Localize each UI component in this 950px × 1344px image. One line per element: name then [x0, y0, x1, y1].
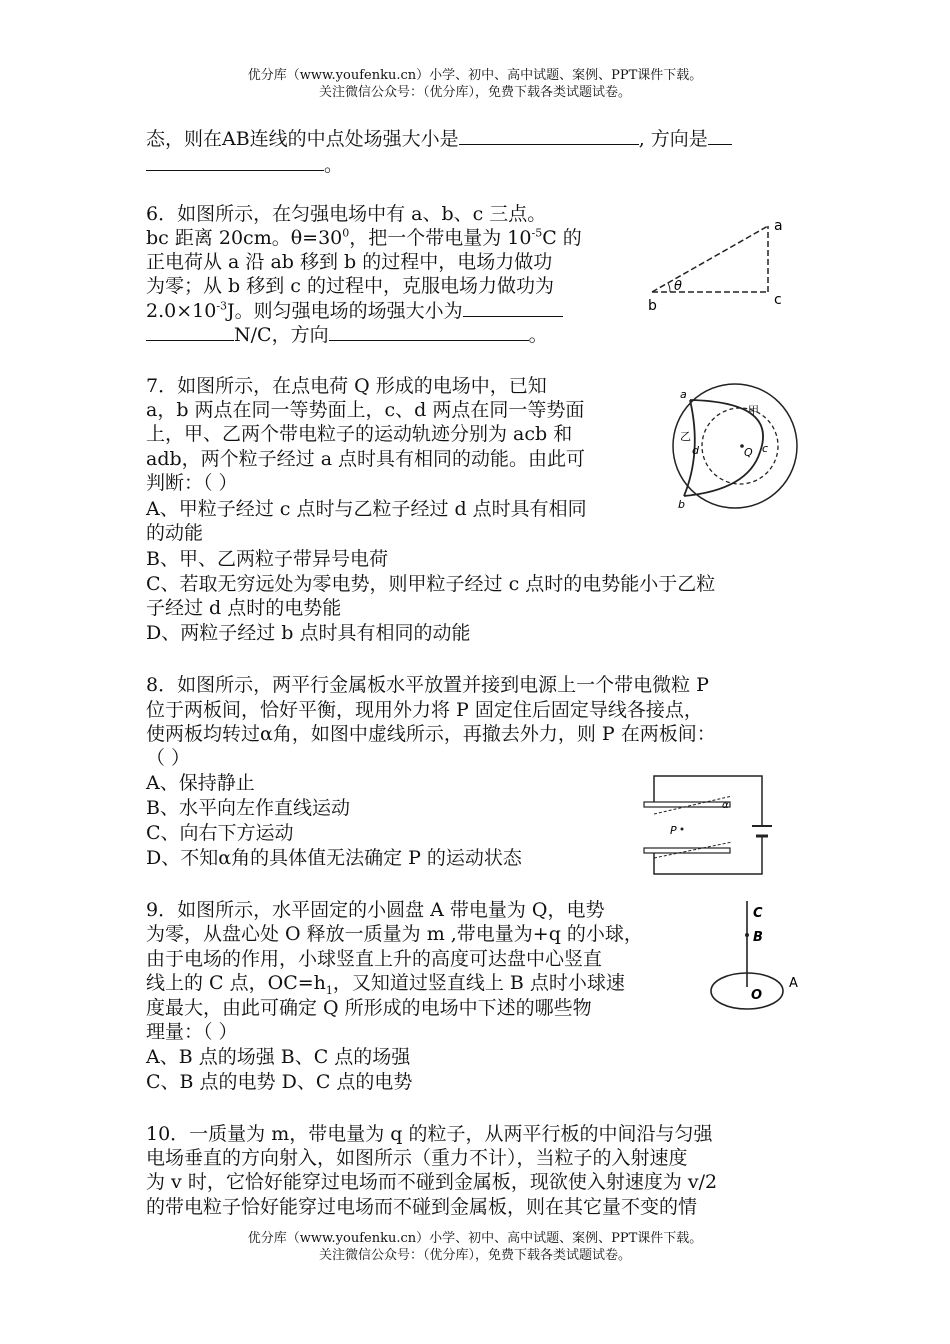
q9-line-3: 由于电场的作用，小球竖直上升的高度可达盘中心竖直	[146, 948, 603, 970]
page-header	[0, 67, 950, 101]
q7-line-3: 上，甲、乙两个带电粒子的运动轨迹分别为 acb 和	[146, 423, 573, 445]
q7-line-5: 判断：（ ）	[146, 472, 238, 494]
q6-line-4: 为零；从 b 移到 c 的过程中，克服电场力做功为	[146, 275, 554, 297]
q7-option-a-1: A、甲粒子经过 c 点时与乙粒子经过 d 点时具有相同	[146, 498, 587, 520]
q10-line-1: 10．一质量为 m，带电量为 q 的粒子，从两平行板的中间沿与匀强	[146, 1123, 713, 1145]
q10-line-2: 电场垂直的方向射入，如图所示（重力不计），当粒子的入射速度	[146, 1147, 688, 1169]
q6-triangle-figure	[640, 212, 810, 322]
q6-l5b: J。则匀强电场的场强大小为	[227, 300, 463, 322]
q7-option-d: D、两粒子经过 b 点时具有相同的动能	[146, 622, 471, 644]
q6-blank-direction	[329, 322, 529, 341]
q9-point-b	[745, 933, 749, 937]
q5-text-b: , 方向是	[638, 128, 708, 150]
q7-option-c-1: C、若取无穷远处为零电势，则甲粒子经过 c 点时的电势能小于乙粒	[146, 573, 716, 595]
q5-blank-magnitude	[459, 126, 639, 145]
q8-option-d: D、不知α角的具体值无法确定 P 的运动状态	[146, 847, 522, 869]
footer-line-1: 优分库（www.youfenku.cn）小学、初中、高中试题、案例、PPT课件下载。	[247, 1231, 703, 1246]
q5-line-2	[146, 152, 343, 177]
q9-l4-sub: 1	[325, 983, 333, 997]
q6-ab-line	[652, 226, 768, 292]
q8-label-p: P	[670, 824, 677, 837]
q8-option-c: C、向右下方运动	[146, 822, 294, 844]
q5-end: 。	[324, 154, 344, 176]
q9-line-1: 9．如图所示，水平固定的小圆盘 A 带电量为 Q，电势	[146, 899, 605, 921]
q6-blank-field-a	[463, 298, 563, 317]
q9-l4a: 线上的 C 点，OC=h	[146, 972, 326, 994]
q6-l6a: N/C，方向	[234, 324, 329, 346]
q9-label-a: A	[789, 976, 798, 991]
q6-l5-sup: -3	[216, 299, 228, 313]
q7-option-c-2: 子经过 d 点时的电势能	[146, 597, 342, 619]
q7-label-a: a	[680, 388, 687, 401]
q5-line-1	[146, 126, 732, 151]
q7-option-b: B、甲、乙两粒子带异号电荷	[146, 548, 388, 570]
q5-blank-direction-start	[708, 126, 732, 145]
q8-top-plate	[644, 802, 730, 807]
q7-option-a-2: 的动能	[146, 522, 204, 544]
q8-wire-top	[654, 776, 762, 826]
q6-l2b: ，把一个带电量为 10	[349, 227, 532, 249]
q7-line-1: 7．如图所示，在点电荷 Q 形成的电场中，已知	[146, 375, 547, 397]
q9-options-2: C、B 点的电势 D、C 点的电势	[146, 1071, 413, 1093]
q6-line-6	[146, 322, 548, 347]
q8-option-b: B、水平向左作直线运动	[146, 797, 350, 819]
q7-label-yi: 乙	[680, 430, 691, 443]
q8-bottom-plate	[644, 848, 730, 853]
q9-l4b: ，又知道过竖直线上 B 点时小球速	[332, 972, 625, 994]
q6-line-2	[146, 226, 582, 250]
q6-l2c: C 的	[542, 227, 582, 249]
header-line-2: 关注微信公众号：（优分库），免费下载各类试题试卷。	[318, 85, 631, 100]
q9-line-6: 理量：（ ）	[146, 1021, 238, 1043]
q7-equipotential-figure	[660, 380, 810, 515]
q5-text-a: 态，则在AB连线的中点处场强大小是	[146, 128, 459, 150]
q6-l2-sup: 0	[342, 226, 350, 240]
q7-line-2: a，b 两点在同一等势面上，c、d 两点在同一等势面	[146, 399, 585, 421]
q10-line-4: 的带电粒子恰好能穿过电场而不碰到金属板，则在其它量不变的情	[146, 1196, 698, 1218]
q6-label-c: c	[774, 292, 782, 308]
q9-options-1: A、B 点的场强 B、C 点的场强	[146, 1046, 411, 1068]
q6-label-b: b	[648, 298, 657, 314]
q7-label-q: Q	[744, 446, 753, 459]
q8-line-1: 8．如图所示，两平行金属板水平放置并接到电源上一个带电微粒 P	[146, 674, 709, 696]
footer-line-2: 关注微信公众号：（优分库），免费下载各类试题试卷。	[318, 1248, 631, 1263]
q9-label-o: O	[751, 988, 763, 1003]
q6-line-3: 正电荷从 a 沿 ab 移到 b 的过程中，电场力做功	[146, 251, 553, 273]
q5-blank-direction	[146, 152, 324, 171]
q8-option-a: A、保持静止	[146, 772, 255, 794]
q7-label-c: c	[762, 442, 769, 455]
q6-label-theta: θ	[674, 279, 682, 294]
q7-label-d: d	[692, 444, 699, 457]
q9-label-b: B	[753, 930, 763, 945]
q6-l2-sup2: -5	[531, 226, 543, 240]
q7-label-jia: 甲	[748, 404, 759, 417]
q8-line-4: （ ）	[146, 747, 191, 769]
header-line-1: 优分库（www.youfenku.cn）小学、初中、高中试题、案例、PPT课件下载。	[247, 68, 703, 83]
q9-label-c: C	[753, 906, 763, 921]
q8-line-2: 位于两板间，恰好平衡，现用外力将 P 固定住后固定导线各接点，	[146, 699, 703, 721]
q8-line-3: 使两板均转过α角，如图中虚线所示，再撤去外力，则 P 在两板间：	[146, 723, 716, 745]
q6-line-5	[146, 298, 563, 323]
page-footer	[0, 1230, 950, 1264]
q9-line-5: 度最大，由此可确定 Q 所形成的电场中下述的哪些物	[146, 997, 592, 1019]
q9-line-2: 为零，从盘心处 O 释放一质量为 m ,带电量为+q 的小球，	[146, 923, 643, 945]
q8-label-alpha: α	[722, 800, 729, 811]
q6-l5a: 2.0×10	[146, 300, 217, 322]
q7-line-4: adb，两个粒子经过 a 点时具有相同的动能。由此可	[146, 448, 586, 470]
q9-disk-figure	[705, 895, 815, 1020]
q7-label-b: b	[678, 498, 685, 511]
q10-line-3: 为 v 时，它恰好能穿过电场而不碰到金属板，现欲使入射速度为 v/2	[146, 1171, 718, 1193]
q6-label-a: a	[774, 218, 783, 234]
q8-particle-dot	[681, 828, 684, 831]
q6-blank-field-b	[146, 322, 234, 341]
q9-line-4	[146, 971, 625, 995]
q8-capacitor-figure	[640, 770, 780, 880]
q6-theta-arc	[668, 283, 670, 292]
q6-l2a: bc 距离 20cm。θ=30	[146, 227, 343, 249]
q6-line-1: 6．如图所示，在匀强电场中有 a、b、c 三点。	[146, 203, 547, 225]
q6-l6b: 。	[528, 324, 548, 346]
